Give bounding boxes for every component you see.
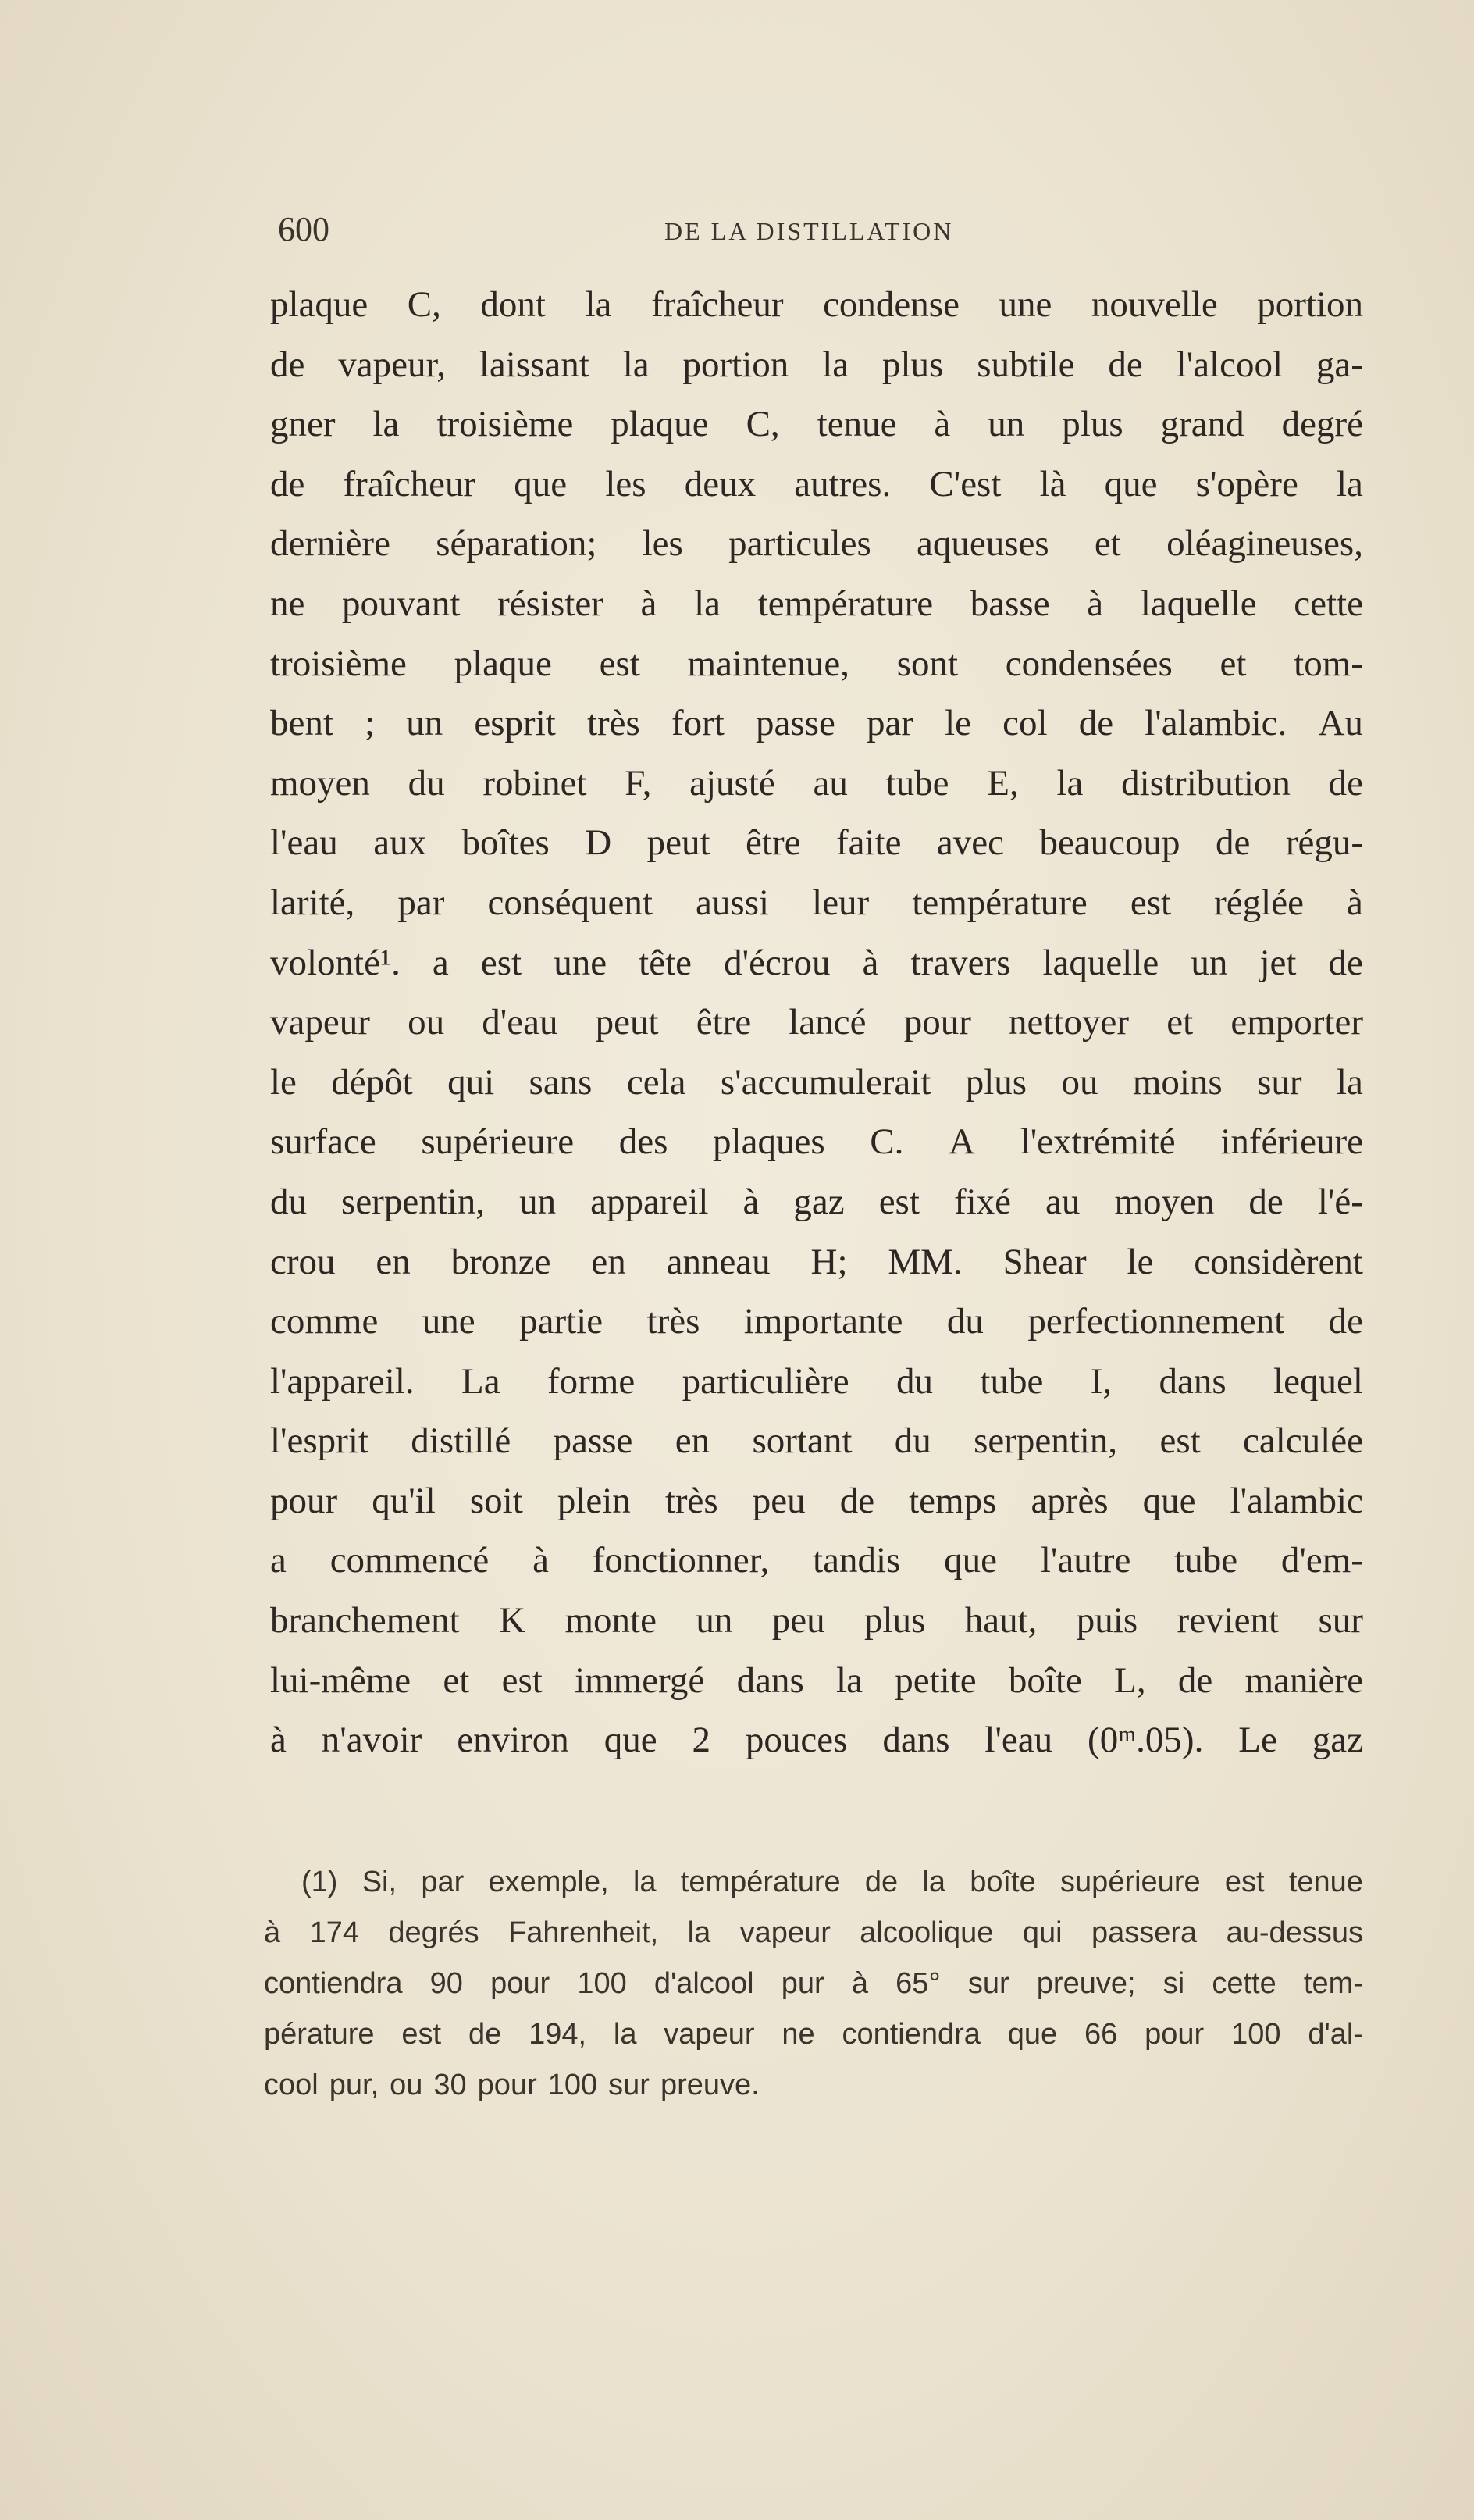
text-line: de vapeur, laissant la portion la plus subtile de l'alcool ga-	[270, 344, 1363, 385]
text-line: moyen du robinet F, ajusté au tube E, la distribution de	[270, 762, 1363, 804]
page-header	[278, 209, 1363, 256]
running-title: DE LA DISTILLATION	[664, 217, 954, 245]
body-text	[270, 275, 1363, 1770]
footnote-line: à 174 degrés Fahrenheit, la vapeur alcoolique qui passera au-dessus	[264, 1916, 1363, 1949]
text-line: l'esprit distillé passe en sortant du serpentin, est calculée	[270, 1420, 1363, 1462]
text-line: crou en bronze en anneau H; MM. Shear le considèrent	[270, 1241, 1363, 1282]
text-line: larité, par conséquent aussi leur température est réglée à	[270, 882, 1363, 923]
footnote-line: (1) Si, par exemple, la température de la boîte supérieure est tenue	[301, 1866, 1363, 1898]
text-line: plaque C, dont la fraîcheur condense une nouvelle portion	[270, 284, 1363, 325]
text-line: dernière séparation; les particules aqueuses et oléagineuses,	[270, 523, 1363, 565]
text-line: du serpentin, un appareil à gaz est fixé au moyen de l'é-	[270, 1181, 1363, 1222]
text-line: bent ; un esprit très fort passe par le col de l'alambic. Au	[270, 703, 1363, 744]
text-line: branchement K monte un peu plus haut, puis revient sur	[270, 1600, 1363, 1641]
text-line: vapeur ou d'eau peut être lancé pour nettoyer et emporter	[270, 1002, 1363, 1043]
text-line: gner la troisième plaque C, tenue à un plus grand degré	[270, 404, 1363, 445]
text-line: de fraîcheur que les deux autres. C'est là que s'opère la	[270, 463, 1363, 504]
footnote-line: pérature est de 194, la vapeur ne contiendra que 66 pour 100 d'al-	[264, 2018, 1363, 2051]
text-line: troisième plaque est maintenue, sont condensées et tom-	[270, 643, 1363, 684]
text-line: l'appareil. La forme particulière du tube I, dans lequel	[270, 1360, 1363, 1402]
text-line: volonté¹. a est une tête d'écrou à travers laquelle un jet de	[270, 942, 1363, 983]
text-line: surface supérieure des plaques C. A l'extrémité inférieure	[270, 1121, 1363, 1163]
text-line: comme une partie très importante du perfectionnement de	[270, 1301, 1363, 1342]
footnote-line: cool pur, ou 30 pour 100 sur preuve.	[264, 2069, 760, 2101]
text-line: pour qu'il soit plein très peu de temps après que l'alambic	[270, 1480, 1363, 1521]
page-number: 600	[278, 210, 329, 248]
text-line: le dépôt qui sans cela s'accumulerait plus ou moins sur la	[270, 1061, 1363, 1103]
text-line: ne pouvant résister à la température basse à laquelle cette	[270, 583, 1363, 624]
footnotes	[264, 1857, 1363, 2111]
text-line: à n'avoir environ que 2 pouces dans l'eau (0ᵐ.05). Le gaz	[270, 1720, 1363, 1761]
text-line: l'eau aux boîtes D peut être faite avec beaucoup de régu-	[270, 822, 1363, 864]
text-line: a commencé à fonctionner, tandis que l'autre tube d'em-	[270, 1540, 1363, 1581]
footnote-line: contiendra 90 pour 100 d'alcool pur à 65° sur preuve; si cette tem-	[264, 1967, 1363, 2000]
text-line: lui-même et est immergé dans la petite boîte L, de manière	[270, 1659, 1363, 1701]
